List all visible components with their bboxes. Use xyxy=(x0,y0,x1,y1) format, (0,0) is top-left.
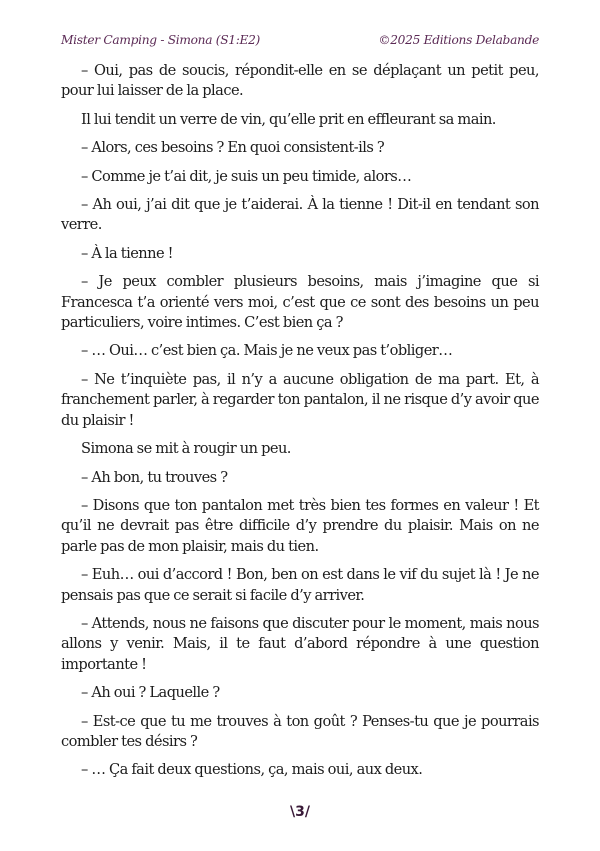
header-title: Mister Camping - Simona (S1:E2) xyxy=(61,33,261,47)
paragraph: – Comme je t’ai dit, je suis un peu timide, alors… xyxy=(81,167,412,185)
paragraph: – Oui, pas de soucis, répondit-elle en se déplaçant un petit peu, pour lui laisser de la place. xyxy=(61,62,539,100)
paragraph: – Attends, nous ne faisons que discuter pour le moment, mais nous allons y venir. Mais, il te faut d’abord répondre à une question importante ! xyxy=(61,614,539,673)
paragraph: – Alors, ces besoins ? En quoi consistent-ils ? xyxy=(81,139,385,157)
paragraph: – Ah oui, j’ai dit que je t’aiderai. À la tienne ! Dit-il en tendant son verre. xyxy=(61,196,539,234)
paragraph: – … Ça fait deux questions, ça, mais oui, aux deux. xyxy=(81,761,423,779)
body-text xyxy=(61,61,539,789)
paragraph: Il lui tendit un verre de vin, qu’elle prit en effleurant sa main. xyxy=(81,110,496,128)
paragraph: – Disons que ton pantalon met très bien tes formes en valeur ! Et qu’il ne devrait pas être difficile d’y prendre du plaisir. Mais on ne parle pas de mon plaisir, mais du tien. xyxy=(61,496,539,555)
running-header xyxy=(61,32,539,48)
paragraph: – Ah oui ? Laquelle ? xyxy=(81,684,220,702)
paragraph: – Est-ce que tu me trouves à ton goût ? Penses-tu que je pourrais combler tes désirs ? xyxy=(61,712,539,750)
page-number: \3/ xyxy=(290,804,310,820)
paragraph: – Ne t’inquiète pas, il n’y a aucune obligation de ma part. Et, à franchement parler, à regarder ton pantalon, il ne risque d’y avoir que du plaisir ! xyxy=(61,370,539,429)
paragraph: – Euh… oui d’accord ! Bon, ben on est dans le vif du sujet là ! Je ne pensais pas que ce serait si facile d’y arriver. xyxy=(61,566,539,604)
header-copyright: ©2025 Editions Delabande xyxy=(378,33,539,47)
paragraph: – … Oui… c’est bien ça. Mais je ne veux pas t’obliger… xyxy=(81,342,453,360)
paragraph: – Ah bon, tu trouves ? xyxy=(81,468,228,486)
paragraph: Simona se mit à rougir un peu. xyxy=(81,440,291,458)
paragraph: – Je peux combler plusieurs besoins, mais j’imagine que si Francesca t’a orienté vers moi, c’est que ce sont des besoins un peu particuliers, voire intimes. C’est bien ça ? xyxy=(61,273,539,332)
paragraph: – À la tienne ! xyxy=(81,244,173,262)
